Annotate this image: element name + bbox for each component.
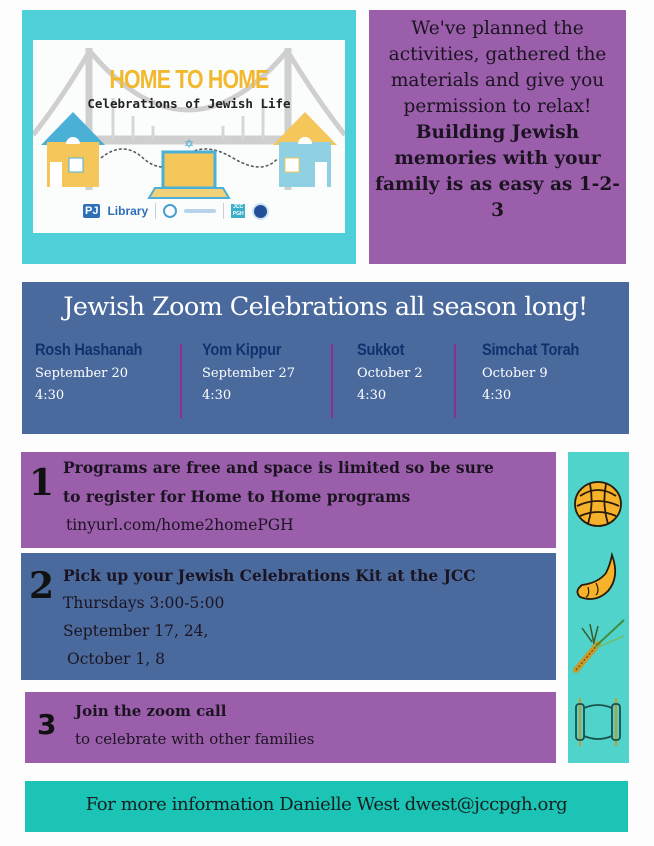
star-of-david-icon: ✡: [183, 137, 195, 151]
event-time: 4:30: [357, 388, 387, 403]
event-date: October 9: [482, 366, 548, 381]
step-text: to celebrate with other families: [75, 730, 315, 748]
step-number: 1: [29, 462, 55, 504]
event-divider: [180, 344, 182, 418]
intro-bold-line: Building Jewish: [415, 122, 580, 143]
banner-title: Jewish Zoom Celebrations all season long!: [63, 292, 588, 322]
hero-subtitle: Celebrations of Jewish Life: [87, 96, 291, 111]
event-date: September 27: [202, 366, 296, 381]
lulav-icon: [568, 614, 629, 676]
shofar-icon: [568, 547, 629, 607]
federation-logo-icon: [163, 204, 177, 218]
intro-line: activities, gathered the: [388, 44, 607, 65]
event-time: 4:30: [202, 388, 232, 403]
torah-scroll-icon: [568, 692, 629, 752]
event-rosh-hashanah: [35, 340, 160, 407]
hero-frame: [22, 10, 356, 264]
event-divider: [331, 344, 333, 418]
event-yom-kippur: [202, 340, 295, 407]
step-text: to register for Home to Home programs: [63, 487, 411, 506]
intro-line: permission to relax!: [403, 96, 592, 117]
contact-text[interactable]: For more information Danielle West dwest@jccpgh.org: [85, 794, 568, 815]
logo-divider: [223, 203, 224, 219]
challah-icon: [568, 474, 629, 534]
intro-line: We've planned the: [411, 18, 584, 39]
step-number: 2: [29, 565, 55, 607]
event-divider: [454, 344, 456, 418]
celebrations-banner: [22, 282, 629, 434]
step-text: September 17, 24,: [63, 622, 209, 640]
step-text: October 1, 8: [67, 650, 165, 668]
step-text: Thursdays 3:00-5:00: [63, 594, 225, 612]
intro-bold-line: family is as easy as 1-2-: [375, 174, 620, 195]
pj-library-text: Library: [107, 204, 149, 218]
step-3-box: [25, 692, 556, 763]
event-name: Yom Kippur: [202, 340, 282, 359]
intro-bold-line: 3: [491, 200, 504, 221]
seal-logo-icon: [252, 203, 269, 220]
event-name: Rosh Hashanah: [35, 340, 143, 359]
sponsor-logos: [83, 200, 303, 222]
holiday-icons-strip: [568, 452, 629, 763]
hero-artwork: [33, 40, 345, 233]
registration-link[interactable]: tinyurl.com/home2homePGH: [66, 516, 294, 534]
step-text: Programs are free and space is limited so be sure: [63, 458, 494, 477]
intro-box: [369, 10, 626, 264]
event-date: September 20: [35, 366, 129, 381]
event-sukkot: [357, 340, 423, 407]
pj-library-logo: PJ: [85, 205, 99, 217]
hero-title: HOME TO HOME: [109, 64, 269, 94]
right-house-icon: [273, 112, 337, 187]
jcc-logo: JCC PGH: [232, 204, 244, 217]
event-name: Simchat Torah: [482, 340, 580, 359]
left-house-icon: [41, 112, 105, 187]
intro-bold-line: memories with your: [394, 148, 601, 169]
logo-divider: [155, 203, 156, 219]
step-number: 3: [37, 708, 57, 741]
event-simchat-torah: [482, 340, 595, 407]
step-text: Pick up your Jewish Celebrations Kit at the JCC: [63, 566, 476, 585]
step-2-box: [21, 553, 556, 680]
event-name: Sukkot: [357, 340, 405, 359]
step-text: Join the zoom call: [75, 702, 227, 720]
intro-line: materials and give you: [390, 70, 605, 91]
federation-logo-text: [184, 209, 216, 213]
laptop-icon: [149, 152, 229, 198]
contact-footer: [25, 781, 628, 832]
event-time: 4:30: [482, 388, 512, 403]
step-1-box: [21, 452, 556, 548]
event-date: October 2: [357, 366, 423, 381]
event-time: 4:30: [35, 388, 65, 403]
